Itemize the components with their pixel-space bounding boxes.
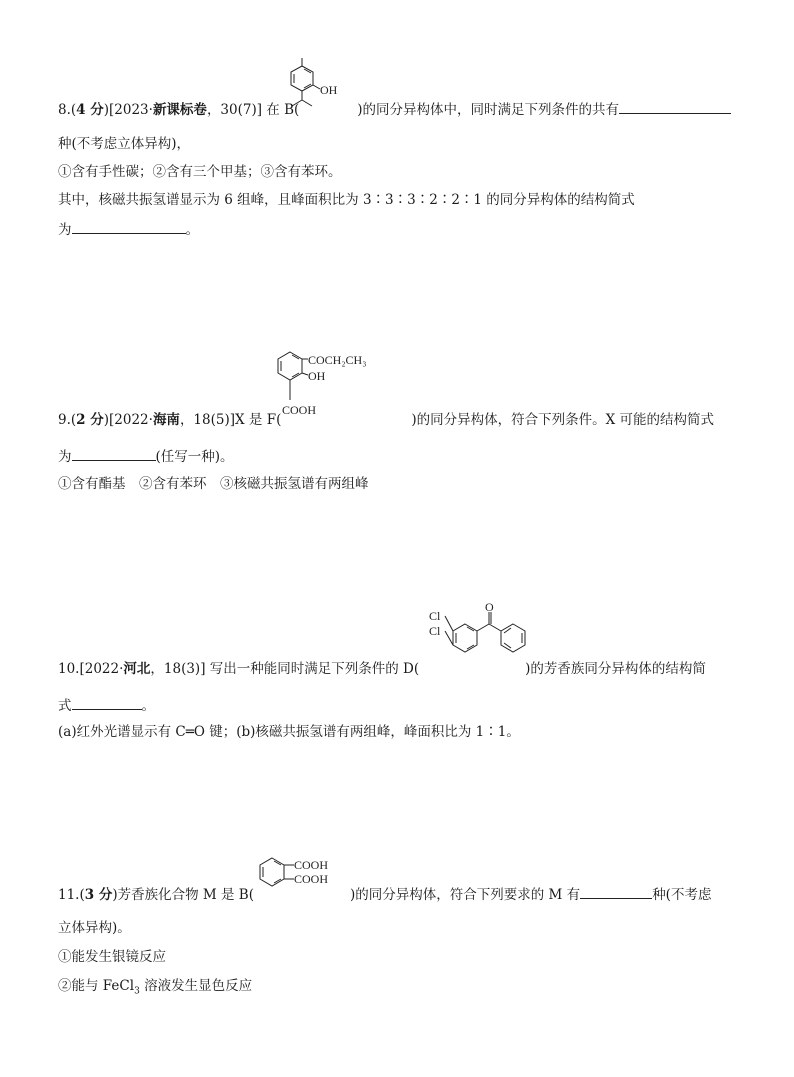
q11-cooh2-label: COOH — [294, 872, 329, 886]
q9-oh-label: OH — [308, 369, 326, 383]
q11-line4: ②能与 FeCl$_3$ 溶液发生显色反应 — [58, 978, 253, 997]
q9-line3: ①含有酯基 ②含有苯环 ③核磁共振氢谱有两组峰 — [58, 476, 369, 492]
q10-o-label: O — [485, 602, 494, 614]
q8-line4: 其中，核磁共振氢谱显示为 6 组峰，且峰面积比为 3∶3∶3∶2∶2∶1 的同分异构体的结构简式 — [58, 192, 635, 208]
q10-cl2-label: Cl — [429, 624, 441, 638]
q10-line2: 式 。 — [58, 695, 155, 715]
q8-oh-label: OH — [320, 83, 338, 97]
q9-acyl-label: COCH₂CH₃ — [308, 353, 367, 367]
q10-cl1-label: Cl — [429, 609, 441, 623]
q11-answer-blank[interactable] — [580, 884, 652, 899]
q9-answer-blank[interactable] — [72, 446, 156, 461]
q9-line1: 9.(2 分)[2022·海南，18(5)]X 是 F( )的同分异构体，符合下列条件。X 可能的结构简式 — [58, 412, 715, 428]
q8-line2: 种(不考虑立体异构)， — [58, 136, 191, 152]
q11-cooh1-label: COOH — [294, 858, 329, 872]
q11-line3: ①能发生银镜反应 — [58, 949, 166, 965]
q8-answer-blank-structure[interactable] — [72, 219, 186, 234]
q8-line1: 8.(4 分)[2023·新课标卷，30(7)] 在 B( )的同分异构体中，同时满足下列条件的共有 — [58, 99, 731, 119]
q10-line3: (a)红外光谱显示有 C═O 键；(b)核磁共振氢谱有两组峰，峰面积比为 1∶1。 — [58, 724, 520, 740]
q11-line1: 11.(3 分)芳香族化合物 M 是 B( )的同分异构体，符合下列要求的 M 有 种(不考虑 — [58, 884, 711, 904]
q9-cooh-label: COOH — [282, 403, 317, 417]
q11-line2: 立体异构)。 — [58, 920, 131, 936]
q9-line2: 为 (任写一种)。 — [58, 446, 234, 466]
q10-line1: 10.[2022·河北，18(3)] 写出一种能同时满足下列条件的 D( )的芳香族同分异构体的结构简 — [58, 661, 706, 677]
q10-answer-blank[interactable] — [72, 695, 142, 710]
q8-answer-blank-count[interactable] — [619, 99, 731, 114]
q8-line3: ①含有手性碳；②含有三个甲基；③含有苯环。 — [58, 164, 342, 180]
q8-line5: 为 。 — [58, 219, 199, 239]
